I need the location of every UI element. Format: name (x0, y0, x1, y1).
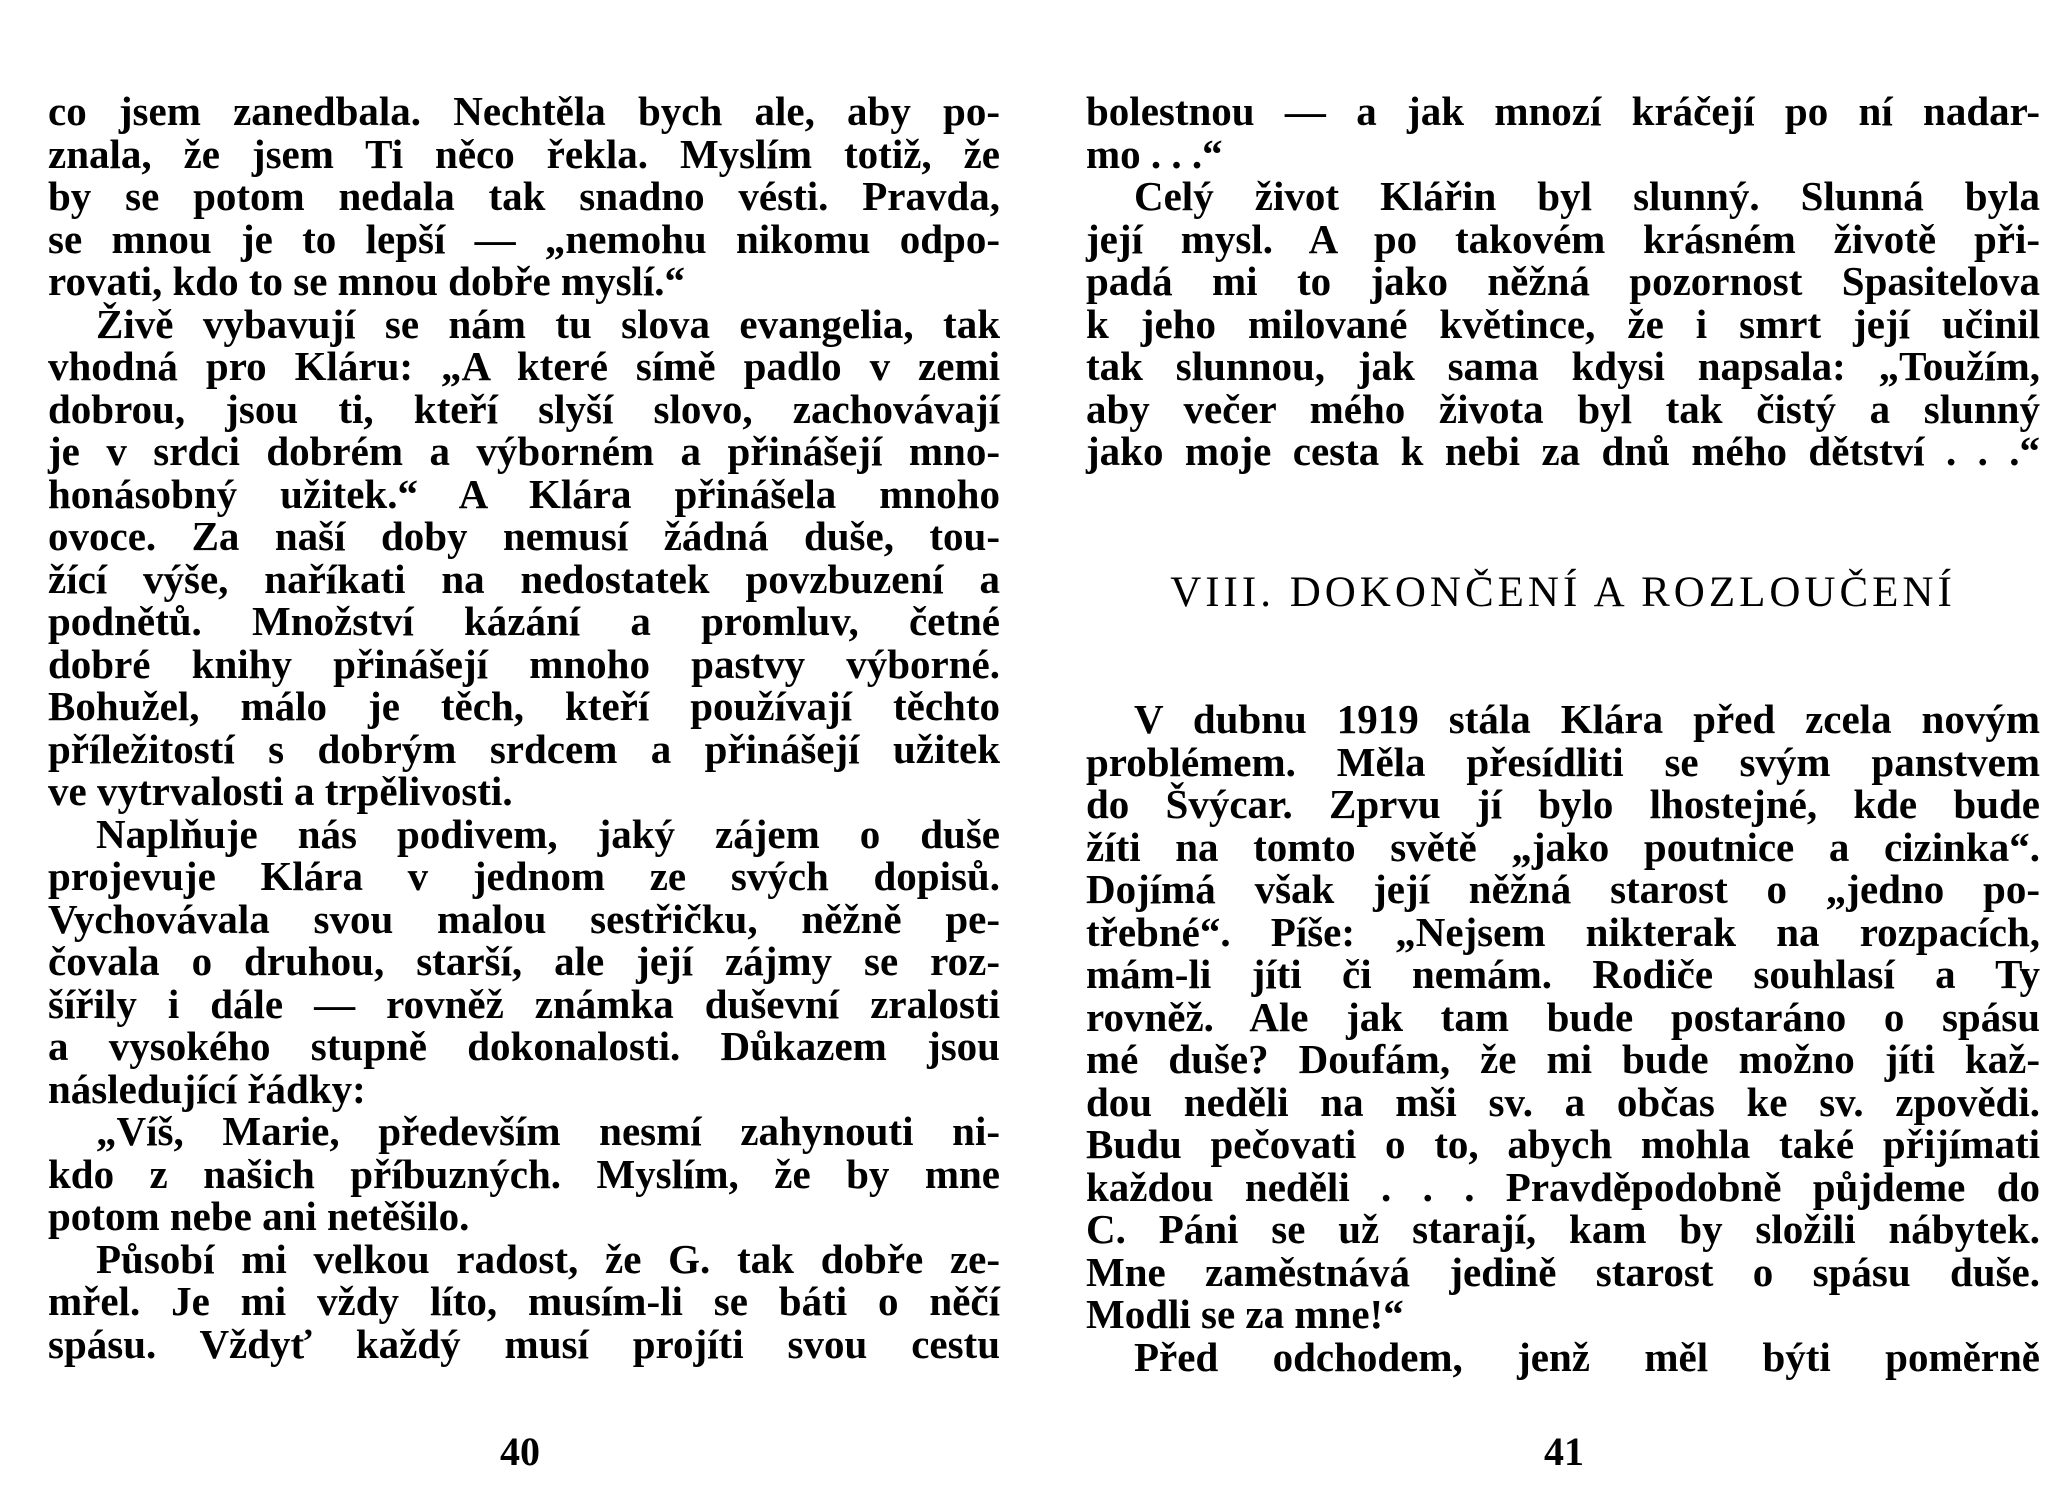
text-line: bolestnou — a jak mnozí kráčejí po ní nadar- (1086, 88, 2040, 134)
text-line: Modli se za mne!“ (1086, 1291, 1404, 1337)
text-line: vhodná pro Kláru: „A které símě padlo v zemi (48, 343, 1000, 389)
text-line: Budu pečovati o to, abych mohla také přijímati (1086, 1121, 2040, 1167)
text-line: mé duše? Doufám, že mi bude možno jíti kaž- (1086, 1036, 2040, 1082)
text-line: znala, že jsem Ti něco řekla. Myslím totiž, že (48, 130, 1000, 177)
text-line: žíti na tomto světě „jako poutnice a cizinka“. (1086, 823, 2040, 870)
text-line: padá mi to jako něžná pozornost Spasitelova (1086, 258, 2040, 304)
text-line: aby večer mého života byl tak čistý a slunný (1086, 385, 2040, 432)
paragraph-start-line: Před odchodem, jenž měl býti poměrně (1134, 1333, 2040, 1380)
text-line: každou neděli . . . Pravděpodobně půjdeme do (1086, 1163, 2040, 1210)
text-line: je v srdci dobrém a výborném a přinášejí mno- (48, 428, 1000, 474)
right-page-body-bottom (1086, 698, 2040, 1378)
text-line: projevuje Klára v jednom ze svých dopisů. (48, 853, 1000, 899)
right-page (1086, 0, 2040, 1500)
text-line: žící výše, naříkati na nedostatek povzbuzení a (48, 555, 1000, 602)
text-line: C. Páni se už starají, kam by složili nábytek. (1086, 1206, 2040, 1252)
text-line: Vychovávala svou malou sestřičku, něžně pe- (48, 895, 1000, 942)
text-line: potom nebe ani netěšilo. (48, 1193, 470, 1239)
text-line: rovněž. Ale jak tam bude postaráno o spásu (1086, 993, 2040, 1040)
text-line: by se potom nedala tak snadno vésti. Pravda, (48, 173, 1000, 219)
text-line: příležitostí s dobrým srdcem a přinášejí užitek (48, 725, 1000, 772)
text-line: problémem. Měla přesídliti se svým panstvem (1086, 738, 2040, 785)
text-line: do Švýcar. Zprvu jí bylo lhostejné, kde bude (1086, 781, 2040, 827)
text-line: ve vytrvalosti a trpělivosti. (48, 768, 513, 814)
right-page-body-top (1086, 90, 2040, 473)
paragraph-start-line: V dubnu 1919 stála Klára před zcela novým (1134, 696, 2040, 742)
text-line: co jsem zanedbala. Nechtěla bych ale, aby po- (48, 88, 1000, 134)
text-line: dobré knihy přinášejí mnoho pastvy výborné. (48, 640, 1000, 687)
chapter-heading: VIII. DOKONČENÍ A ROZLOUČENÍ (1170, 569, 1956, 616)
text-line: spásu. Vždyť každý musí projíti svou cestu (48, 1320, 1000, 1367)
page-number: 40 (500, 1429, 540, 1474)
paragraph-start-line: Živě vybavují se nám tu slova evangelia, tak (96, 300, 1000, 347)
text-line: její mysl. A po takovém krásném životě při- (1086, 215, 2040, 262)
text-line: se mnou je to lepší — „nemohu nikomu odpo- (48, 215, 1000, 262)
text-line: ovoce. Za naší doby nemusí žádná duše, tou- (48, 513, 1000, 559)
text-line: mřel. Je mi vždy líto, musím-li se báti o něčí (48, 1278, 1000, 1324)
text-line: Dojímá však její něžná starost o „jedno po- (1086, 866, 2040, 912)
text-line: mo . . .“ (1086, 130, 1223, 177)
text-line: honásobný užitek.“ A Klára přinášela mnoho (48, 470, 1000, 517)
text-line: k jeho milované květince, že i smrt její učinil (1086, 300, 2040, 347)
text-line: a vysokého stupně dokonalosti. Důkazem jsou (48, 1023, 1000, 1069)
text-line: šířily i dále — rovněž známka duševní zralosti (48, 980, 1000, 1027)
paragraph-start-line: „Víš, Marie, především nesmí zahynouti ni- (96, 1108, 1000, 1154)
text-line: dobrou, jsou ti, kteří slyší slovo, zachovávají (48, 385, 1000, 432)
text-line: jako moje cesta k nebi za dnů mého dětství . . .“ (1086, 428, 2040, 474)
text-line: Bohužel, málo je těch, kteří používají těchto (48, 683, 1000, 729)
left-page-body (48, 90, 1000, 1365)
paragraph-start-line: Působí mi velkou radost, že G. tak dobře ze- (96, 1235, 1000, 1282)
text-line: čovala o druhou, starší, ale její zájmy se roz- (48, 938, 1000, 984)
text-line: následující řádky: (48, 1065, 366, 1112)
text-line: dou neděli na mši sv. a občas ke sv. zpovědi. (1086, 1078, 2040, 1125)
paragraph-start-line: Celý život Klářin byl slunný. Slunná byla (1134, 173, 2040, 219)
text-line: tak slunnou, jak sama kdysi napsala: „Toužím, (1086, 343, 2040, 389)
paragraph-start-line: Naplňuje nás podivem, jaký zájem o duše (96, 810, 1000, 857)
text-line: kdo z našich příbuzných. Myslím, že by mne (48, 1150, 1000, 1197)
text-line: mám-li jíti či nemám. Rodiče souhlasí a Ty (1086, 951, 2040, 997)
text-line: třebné“. Píše: „Nejsem nikterak na rozpacích, (1086, 908, 2040, 955)
text-line: Mne zaměstnává jedině starost o spásu duše. (1086, 1248, 2040, 1295)
text-line: podnětů. Množství kázání a promluv, četné (48, 598, 1000, 644)
left-page (48, 0, 1000, 1500)
text-line: rovati, kdo to se mnou dobře myslí.“ (48, 258, 686, 304)
page-number: 41 (1544, 1429, 1584, 1474)
